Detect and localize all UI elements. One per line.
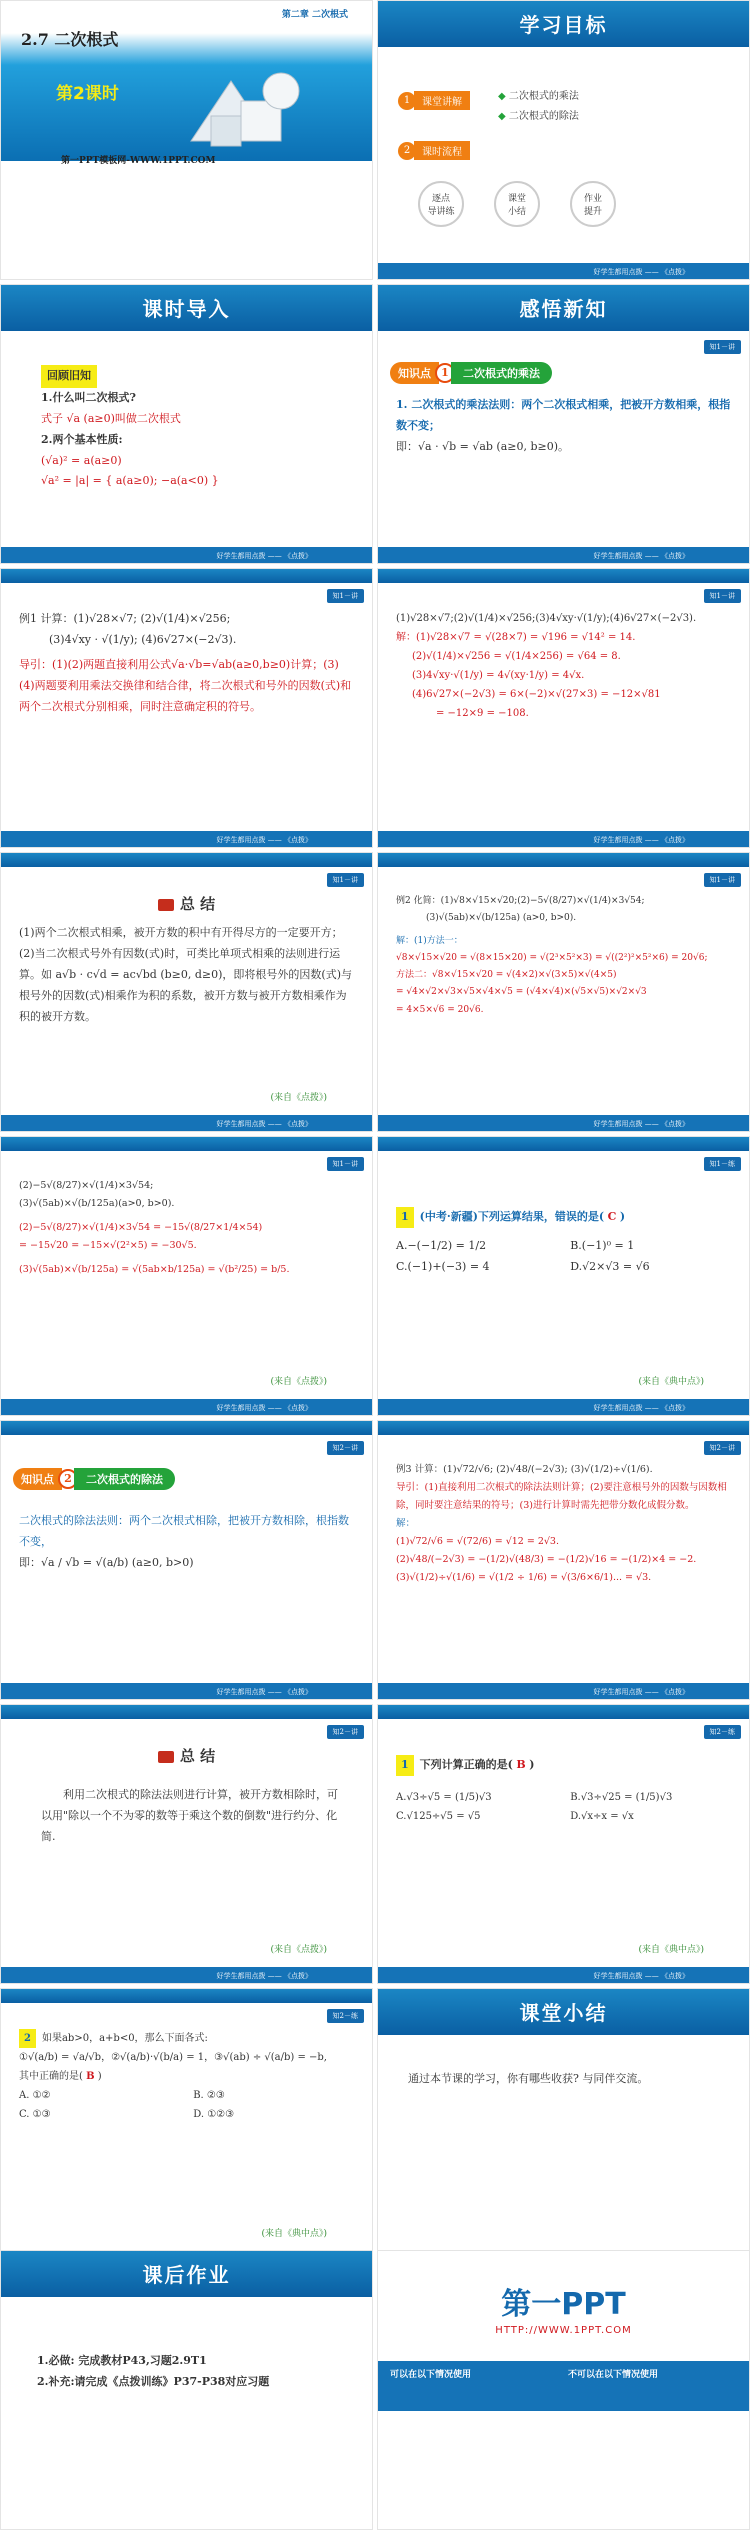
bullet-multiplication: ◆ 二次根式的乘法 [498,91,579,102]
review-p1: (√a)² = a(a≥0) [41,453,122,467]
slide-title[interactable] [0,0,373,280]
chapter-title: 2.7 二次根式 [21,30,119,49]
goal-bullets [498,87,579,127]
band [1,2251,372,2297]
summary-p1: (1)两个二次根式相乘，被开方数的积中有开得尽方的一定要开方； [19,926,343,939]
slide-practice2[interactable] [377,1704,750,1984]
footer-bar: 好学生都用点拨 —— 《点拨》 [1,1399,372,1415]
flow-step: 作业 提升 [570,181,616,227]
footer-bar: 好学生都用点拨 —— 《点拨》 [378,1115,749,1131]
ex1-question-2: (3)4√xy · √(1/y); (4)6√27×(−2√3). [49,632,237,646]
slide-title-text: 课后作业 [142,2263,231,2287]
review-p2: √a² = |a| = { a(a≥0); −a(a<0) } [41,474,219,488]
chapter-label: 第二章 二次根式 [281,10,348,20]
summary-p2: (2)当二次根式号外有因数(式)时，可类比单项式相乘的法则进行运算。如 a√b · c√d = ac√bd (b≥0, d≥0)，即将根号外的因数(式)与根号外的因数(式)相乘作为积的系数，被开方数与被开方数相乘作为积的被开方数。 [19,946,352,1023]
div-rule: 二次根式的除法法则：两个二次根式相除，把被开方数相除，根指数不变， [19,1514,349,1548]
slide-goals[interactable] [377,0,750,280]
option-c[interactable]: C.(−1)+(−3) = 4 [396,1259,490,1273]
option-d[interactable]: D.√x÷x = √x [570,1810,634,1822]
geometric-shapes-icon [171,61,311,151]
footer-bar: 好学生都用点拨 —— 《点拨》 [1,831,372,847]
ex2c-l4: (3)√(5ab)×√(b/125a) = √(5ab×b/125a) = √(b²/25) = b/5. [19,1264,290,1276]
sol1-line4: (4)6√27×(−2√3) = 6×(−2)×√(27×3) = −12×√81 [412,689,661,700]
ex2-l2: 方法二：√8×√15×√20 = √(4×2)×√(3×5)×√(4×5) [396,970,617,981]
goal-num: 2 [398,142,416,160]
page-tag: 知1－讲 [327,873,364,887]
review-box-title: 回顾旧知 [41,365,97,388]
slide-sol1[interactable] [377,568,750,848]
page-tag: 知2－讲 [704,1441,741,1455]
option-b[interactable]: B.(−1)⁰ = 1 [570,1238,635,1252]
answer: B [86,2071,95,2082]
footer-bar: 好学生都用点拨 —— 《点拨》 [378,1683,749,1699]
slide-kp1[interactable] [377,284,750,564]
title-header [1,1,372,27]
review-q2: 2.两个基本性质: [41,432,123,446]
goal-num: 1 [398,92,416,110]
page-tag: 知1－讲 [704,873,741,887]
flow-step: 课堂 小结 [494,181,540,227]
flow-steps [418,181,616,227]
ex3-l3: (3)√(1/2)÷√(1/6) = √(1/2 ÷ 1/6) = √(3/6×6/1)... = √3. [396,1572,652,1584]
slide-practice1[interactable] [377,1136,750,1416]
summary-heading: 总 结 [1,893,372,914]
ex2-l3: = √4×√2×√3×√5×√4×√5 = (√4×√4)×(√5×√5)×√2×√3 [396,987,647,998]
option-d[interactable]: D. ①②③ [193,2109,235,2120]
option-d[interactable]: D.√2×√3 = √6 [570,1259,650,1273]
ex2-l1: √8×√15×√20 = √(8×15×20) = √(2³×5²×3) = √((2²)²×5²×6) = 20√6; [396,953,708,964]
ex2-sol: 解：(1)方法一： [396,936,463,947]
band [378,1,749,47]
slide-title-text: 感悟新知 [519,297,608,321]
practice3-eqs: ①√(a/b) = √a/√b，②√(a/b)·√(b/a) = 1，③√(ab) ÷ √(a/b) = −b, [19,2052,327,2063]
slide-homework[interactable] [0,2250,373,2530]
ex2-question-2: (3)√(5ab)×√(b/125a) (a>0, b>0). [426,913,577,924]
ex3-sol: 解： [396,1518,416,1530]
option-a[interactable]: A.−(−1/2) = 1/2 [396,1238,487,1252]
practice2-question: 1 下列计算正确的是( B ) [396,1755,731,1776]
practice1-question: 1 (中考·新疆)下列运算结果，错误的是( C ) [396,1207,731,1228]
slide-title-text: 课堂小结 [519,2001,608,2025]
ex2c-l0: (2)−5√(8/27)×√(1/4)×3√54; [19,1180,154,1191]
option-b[interactable]: B.√3÷√25 = (1/5)√3 [570,1791,673,1803]
source-note: (来自《典中点》) [638,1945,704,1955]
class-summary-text: 通过本节课的学习，你有哪些收获? 与同伴交流。 [408,2072,649,2085]
ex2-l4: = 4×5×√6 = 20√6. [396,1004,484,1015]
option-a[interactable]: A.√3÷√5 = (1/5)√3 [396,1791,492,1803]
band [378,1989,749,2035]
goal-item-2[interactable] [398,141,470,160]
slide-practice3[interactable] [0,1988,373,2268]
practice3-question: 2 如果ab>0，a+b<0，那么下面各式: [19,2029,354,2048]
source-note: (来自《典中点》) [638,1377,704,1387]
sol1-line3: (3)4√xy·√(1/y) = 4√(xy·1/y) = 4√x. [412,670,585,681]
band [1,1421,372,1435]
band [378,853,749,867]
ex2c-l1: (3)√(5ab)×√(b/125a)(a>0, b>0). [19,1198,175,1210]
lesson-label: 第2课时 [56,84,119,104]
page-tag: 知1－讲 [327,589,364,603]
slide-summary2[interactable] [0,1704,373,1984]
slide-ex2[interactable] [377,852,750,1132]
brand-logo: 第一PPT [501,2287,626,2322]
ex2-question: 例2 化简：(1)√8×√15×√20;(2)−5√(8/27)×√(1/4)×3√54; [396,896,645,906]
slide-ex2-cont[interactable] [0,1136,373,1416]
option-b[interactable]: B. ②③ [193,2090,225,2101]
footer-bar: 好学生都用点拨 —— 《点拨》 [1,547,372,563]
slide-kp2[interactable] [0,1420,373,1700]
ex3-question: 例3 计算：(1)√72/√6; (2)√48/(−2√3); (3)√(1/2)÷√(1/6). [396,1464,653,1475]
sol1-line0: (1)√28×√7;(2)√(1/4)×√256;(3)4√xy·√(1/y);(4)6√27×(−2√3). [396,613,697,624]
sol1-line5: = −12×9 = −108. [436,708,529,719]
summary2-text: 利用二次根式的除法法则进行计算，被开方数相除时，可以用"除以一个不为零的数等于乘这个数的倒数"进行约分、化简. [41,1788,338,1843]
footer-bar: 好学生都用点拨 —— 《点拨》 [378,1399,749,1415]
sol1-line1: 解：(1)√28×√7 = √(28×7) = √196 = √14² = 14. [396,632,636,643]
answer: B [516,1758,526,1771]
page-tag: 知2－讲 [327,1441,364,1455]
band [1,1137,372,1151]
page-tag: 知2－练 [327,2009,364,2023]
sol1-line2: (2)√(1/4)×√256 = √(1/4×256) = √64 = 8. [412,651,621,662]
div-formula: 即：√a / √b = √(a/b) (a≥0, b>0) [19,1555,194,1569]
mult-formula: 即：√a · √b = √ab (a≥0, b≥0)。 [396,439,570,453]
can-use-title: 可以在以下情况使用 [390,2370,472,2380]
slide-brand[interactable] [377,2250,750,2530]
option-c[interactable]: C. ①③ [19,2109,51,2120]
slide-class-summary[interactable] [377,1988,750,2268]
footer-bar: 好学生都用点拨 —— 《点拨》 [378,547,749,563]
band [378,569,749,583]
ex3-l1: (1)√72/√6 = √(72/6) = √12 = 2√3. [396,1536,559,1548]
goal-label: 课时流程 [414,141,470,160]
source-note: (来自《典中点》) [261,2229,327,2239]
summary-heading: 总 结 [1,1745,372,1766]
slide-title-text: 学习目标 [519,13,608,37]
ex2c-l3: = −15√20 = −15×√(2²×5) = −30√5. [19,1240,197,1252]
brand-text: 第一PPT模板网-WWW.1PPT.COM [61,156,216,166]
answer: C [607,1210,617,1223]
source-note: (来自《点拨》) [270,1945,327,1955]
ex1-guide: 导引：(1)(2)两题直接利用公式√a·√b=√ab(a≥0,b≥0)计算；(3)(4)两题要利用乘法交换律和结合律，将二次根式和号外的因数(式)和两个二次根式分别相乘，同时注意确定积的符号。 [19,657,352,713]
page-tag: 知1－讲 [327,1157,364,1171]
review-q1: 1.什么叫二次根式? [41,390,136,404]
knowledge-point-label: 知识点 2 二次根式的除法 [13,1467,175,1491]
page-tag: 知1－练 [704,1157,741,1171]
cannot-use-title: 不可以在以下情况使用 [568,2370,659,2380]
goal-label: 课堂讲解 [414,91,470,110]
band [378,1137,749,1151]
slide-ex1[interactable] [0,568,373,848]
footer-bar: 好学生都用点拨 —— 《点拨》 [1,1683,372,1699]
knowledge-point-label: 知识点 1 二次根式的乘法 [390,361,552,385]
option-c[interactable]: C.√125÷√5 = √5 [396,1810,481,1822]
footer-bar: 好学生都用点拨 —— 《点拨》 [1,1967,372,1983]
band [378,1705,749,1719]
slide-review[interactable] [0,284,373,564]
page-tag: 知2－讲 [327,1725,364,1739]
source-note: (来自《点拨》) [270,1377,327,1387]
slide-summary1[interactable] [0,852,373,1132]
homework-1: 1.必做: 完成教材P43,习题2.9T1 [37,2354,207,2367]
band [1,1705,372,1719]
band [1,1989,372,2003]
practice3-q2: 其中正确的是( B ) [19,2071,102,2082]
brand-info-band [378,2361,749,2411]
page-tag: 知1－讲 [704,589,741,603]
mult-rule: 1. 二次根式的乘法法则：两个二次根式相乘，把被开方数相乘，根指数不变； [396,398,731,432]
band [1,569,372,583]
footer-bar: 好学生都用点拨 —— 《点拨》 [378,263,749,279]
footer-bar: 好学生都用点拨 —— 《点拨》 [378,831,749,847]
source-note: (来自《点拨》) [270,1093,327,1103]
band [1,853,372,867]
slide-ex3[interactable] [377,1420,750,1700]
review-a1: 式子 √a (a≥0)叫做二次根式 [41,411,181,425]
ex3-guide: 导引：(1)直接利用二次根式的除法法则计算；(2)要注意根号外的因数与因数相除，同时要注意结果的符号；(3)进行计算时需先把带分数化成假分数。 [396,1482,727,1512]
book-icon [158,899,174,911]
band [1,285,372,331]
footer-bar: 好学生都用点拨 —— 《点拨》 [1,1115,372,1131]
book-icon [158,1751,174,1763]
ex3-l2: (2)√48/(−2√3) = −(1/2)√(48/3) = −(1/2)√16 = −(1/2)×4 = −2. [396,1554,697,1566]
flow-step: 逐点 导讲练 [418,181,464,227]
page-tag: 知2－练 [704,1725,741,1739]
slide-title-text: 课时导入 [142,297,231,321]
ex2c-l2: (2)−5√(8/27)×√(1/4)×3√54 = −15√(8/27×1/4×54) [19,1222,263,1234]
homework-2: 2.补充:请完成《点拨训练》P37-P38对应习题 [37,2374,270,2388]
brand-url[interactable]: HTTP://WWW.1PPT.COM [495,2325,632,2336]
band [378,285,749,331]
page-tag: 知1－讲 [704,340,741,354]
band [378,1421,749,1435]
footer-bar: 好学生都用点拨 —— 《点拨》 [378,1967,749,1983]
goal-item-1[interactable] [398,91,470,110]
bullet-division: ◆ 二次根式的除法 [498,111,579,122]
option-a[interactable]: A. ①② [19,2090,51,2101]
ex1-question: 例1 计算：(1)√28×√7; (2)√(1/4)×√256; [19,612,231,625]
